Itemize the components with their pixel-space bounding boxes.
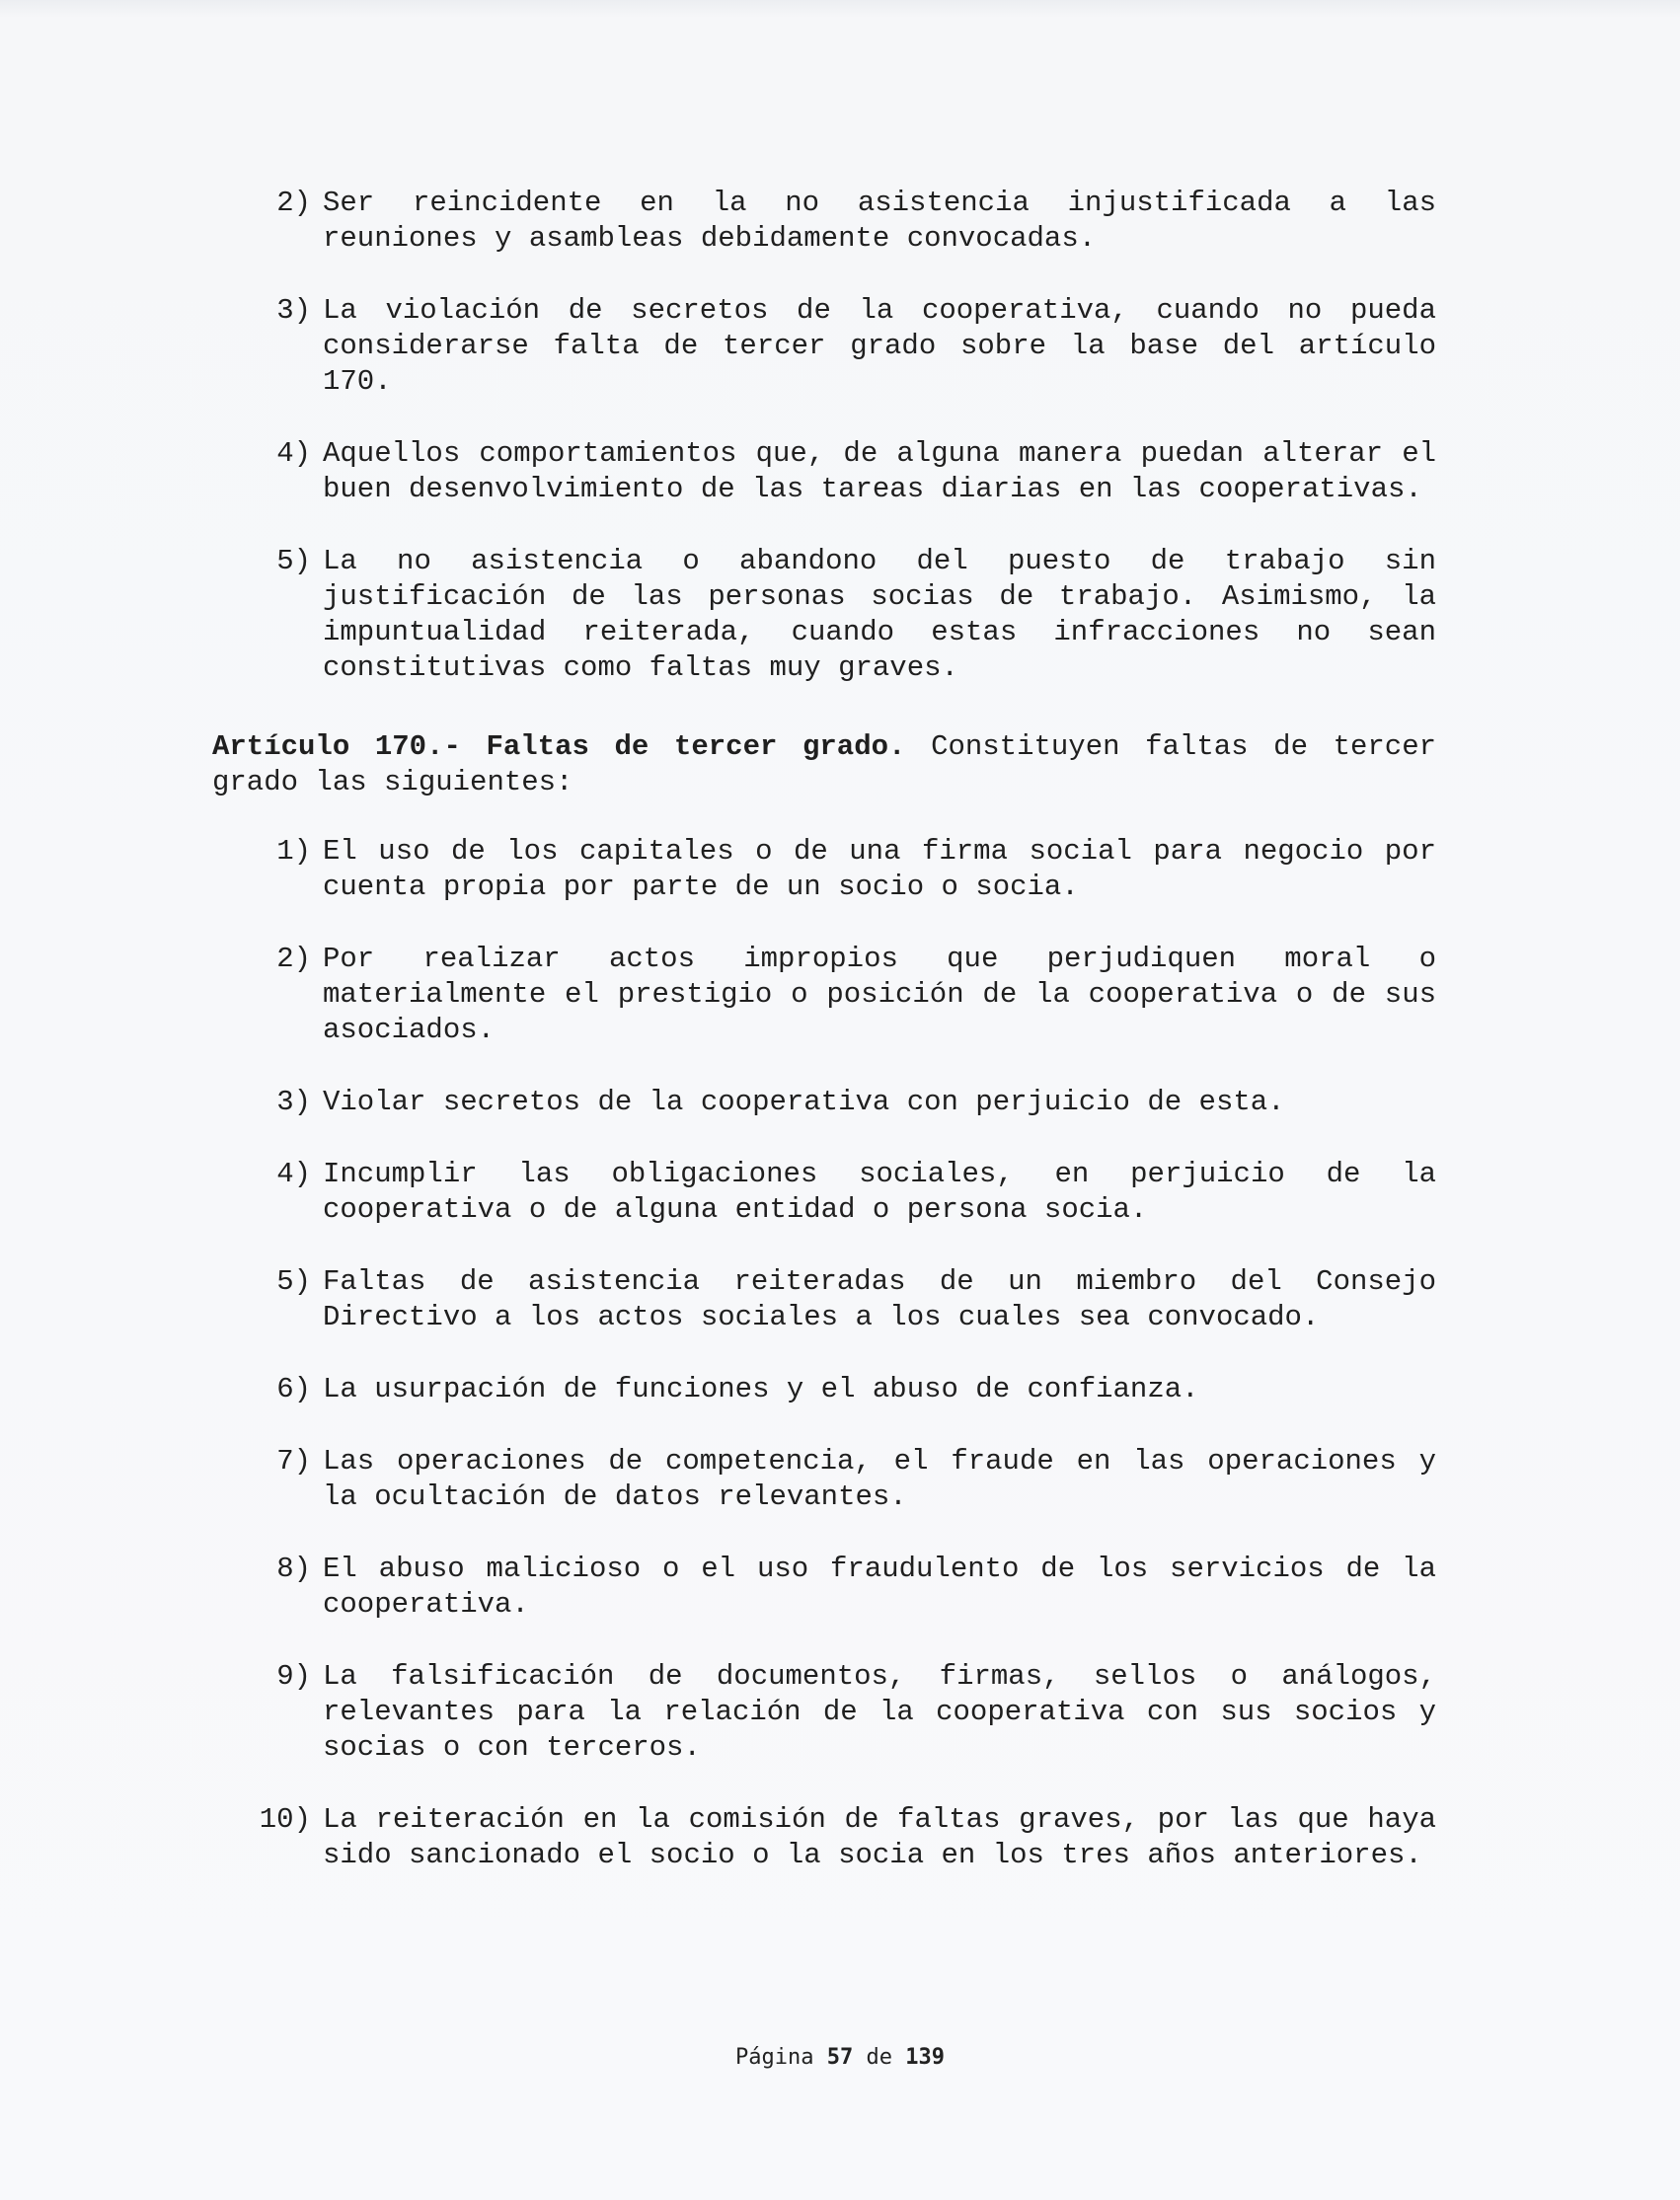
list-item-number: 2) [276, 943, 311, 975]
list-item-text: La no asistencia o abandono del puesto de trabajo sin justificación de las personas socias de trabajo. Asimismo, la impuntualidad reiterada, cuando estas infracciones no sean constitutivas como faltas muy graves. [323, 545, 1436, 684]
article-heading: Artículo 170.- Faltas de tercer grado. [212, 730, 906, 763]
list-item [212, 1802, 1436, 1873]
list-item [212, 834, 1436, 905]
list-item-number: 10) [259, 1803, 311, 1836]
article-paragraph [212, 729, 1436, 800]
list-item-number: 6) [276, 1373, 311, 1405]
page-separator: de [866, 2045, 892, 2070]
list-item-number: 5) [276, 1265, 311, 1298]
list-item-text: La violación de secretos de la cooperativa, cuando no pueda considerarse falta de tercer grado sobre la base del artículo 170. [323, 294, 1436, 398]
list-item-number: 4) [276, 1158, 311, 1190]
list-item-number: 8) [276, 1553, 311, 1585]
list-item-text: Faltas de asistencia reiteradas de un miembro del Consejo Directivo a los actos sociales a los cuales sea convocado. [323, 1265, 1436, 1333]
document-body [212, 186, 1436, 1910]
list-item-number: 7) [276, 1445, 311, 1478]
list-item-text: Por realizar actos impropios que perjudiquen moral o materialmente el prestigio o posición de la cooperativa o de sus asociados. [323, 943, 1436, 1046]
list-item-number: 5) [276, 545, 311, 577]
list-item [212, 293, 1436, 400]
list-item-text: Aquellos comportamientos que, de alguna manera puedan alterar el buen desenvolvimiento de las tareas diarias en las cooperativas. [323, 437, 1436, 505]
list-item-number: 9) [276, 1660, 311, 1693]
list-item [212, 544, 1436, 686]
list-item [212, 1552, 1436, 1623]
list-item-number: 3) [276, 1086, 311, 1118]
page-current: 57 [826, 2045, 854, 2070]
list-item [212, 942, 1436, 1048]
list-item [212, 1264, 1436, 1335]
list-item [212, 1444, 1436, 1515]
page-label: Página [735, 2045, 814, 2070]
list-item [212, 1659, 1436, 1766]
list-item-text: La falsificación de documentos, firmas, sellos o análogos, relevantes para la relación de la cooperativa con sus socios y socias o con terceros. [323, 1660, 1436, 1764]
list-item-text: Violar secretos de la cooperativa con perjuicio de esta. [323, 1086, 1285, 1118]
list-item [212, 436, 1436, 507]
page-footer [0, 2045, 1680, 2070]
list-item [212, 1085, 1436, 1120]
list-item-text: La usurpación de funciones y el abuso de confianza. [323, 1373, 1199, 1405]
list-item [212, 1372, 1436, 1407]
list-item-text: El abuso malicioso o el uso fraudulento de los servicios de la cooperativa. [323, 1553, 1436, 1621]
article-intro: Constituyen faltas de tercer grado las siguientes: [212, 730, 1437, 798]
list-item-number: 4) [276, 437, 311, 470]
article-list [212, 834, 1436, 1873]
list-item-number: 2) [276, 187, 311, 219]
list-item [212, 186, 1436, 257]
page-total: 139 [905, 2045, 945, 2070]
list-item-number: 3) [276, 294, 311, 327]
list-item-text: El uso de los capitales o de una firma social para negocio por cuenta propia por parte de un socio o socia. [323, 835, 1436, 903]
list-item-text: Las operaciones de competencia, el fraude en las operaciones y la ocultación de datos relevantes. [323, 1445, 1436, 1513]
list-item-number: 1) [276, 835, 311, 868]
list-item-text: La reiteración en la comisión de faltas graves, por las que haya sido sancionado el socio o la socia en los tres años anteriores. [323, 1803, 1436, 1871]
list-item [212, 1157, 1436, 1228]
list-item-text: Ser reincidente en la no asistencia injustificada a las reuniones y asambleas debidamente convocadas. [323, 187, 1436, 255]
list-continued [212, 186, 1436, 686]
list-item-text: Incumplir las obligaciones sociales, en perjuicio de la cooperativa o de alguna entidad o persona socia. [323, 1158, 1436, 1226]
